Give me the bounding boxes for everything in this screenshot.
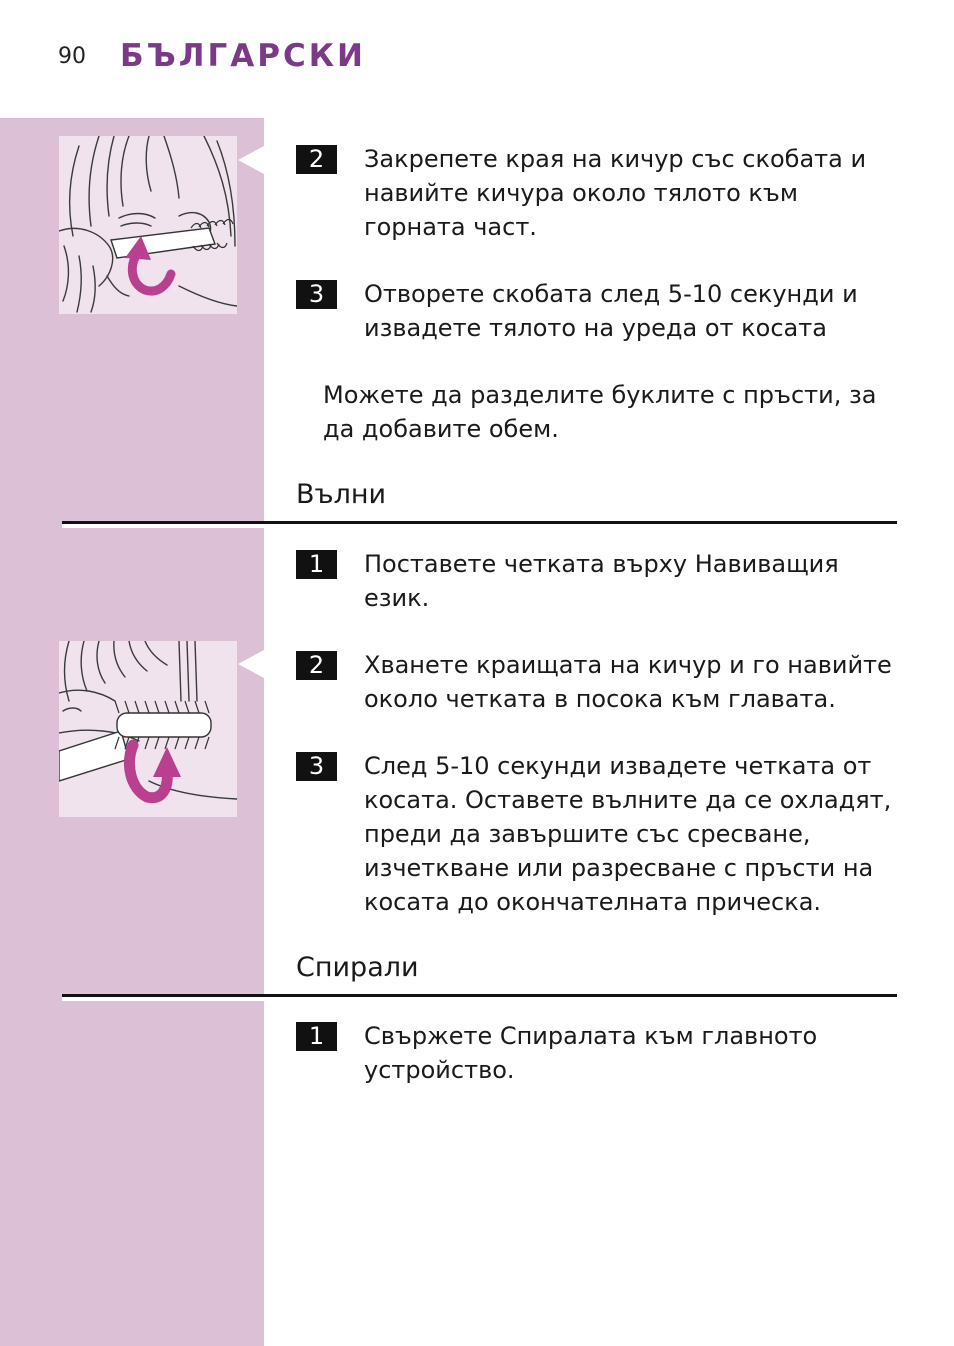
- step-number-badge: 2: [296, 651, 337, 680]
- step-item: [296, 1019, 896, 1087]
- section-title-spirals: Спирали: [296, 952, 419, 983]
- tip-note: Можете да разделите буклите с пръсти, за да добавите обем.: [323, 381, 877, 443]
- section-title-waves: Вълни: [296, 479, 387, 510]
- step-text: Отворете скобата след 5-10 секунди и извадете тялото на уреда от косата: [364, 280, 858, 342]
- step-number-badge: 2: [296, 145, 337, 174]
- page-number: 90: [58, 43, 86, 69]
- brush-illustration: [59, 641, 237, 817]
- language-title: БЪЛГАРСКИ: [120, 38, 366, 74]
- step-item: [296, 142, 896, 244]
- page-header: [58, 36, 366, 76]
- step-item: [296, 547, 896, 615]
- step-number-badge: 3: [296, 280, 337, 309]
- step-item: [296, 648, 896, 716]
- step-number-badge: 3: [296, 752, 337, 781]
- step-number-badge: 1: [296, 1022, 337, 1051]
- step-item: [296, 277, 896, 345]
- brush-illustration-icon: [59, 641, 237, 817]
- step-text: След 5-10 секунди извадете четката от косата. Оставете вълните да се охладят, преди да завършите със сресване, изчеткване или разресване с пръсти на косата до окончателната прическа.: [364, 752, 892, 916]
- step-item: [296, 749, 896, 919]
- sidebar-gap: [62, 524, 264, 528]
- step-text: Хванете краищата на кичур и го навийте около четката в посока към главата.: [364, 651, 892, 713]
- curling-illustration-icon: [59, 136, 237, 314]
- step-text: Поставете четката върху Навиващия език.: [364, 550, 839, 612]
- sidebar-gap: [62, 997, 264, 1001]
- curling-illustration: [59, 136, 237, 314]
- step-number-badge: 1: [296, 550, 337, 579]
- illustration-pointer: [238, 146, 264, 174]
- step-text: Свържете Спиралата към главното устройство.: [364, 1022, 818, 1084]
- step-text: Закрепете края на кичур със скобата и навийте кичура около тялото към горната част.: [364, 145, 867, 241]
- illustration-pointer: [238, 650, 264, 678]
